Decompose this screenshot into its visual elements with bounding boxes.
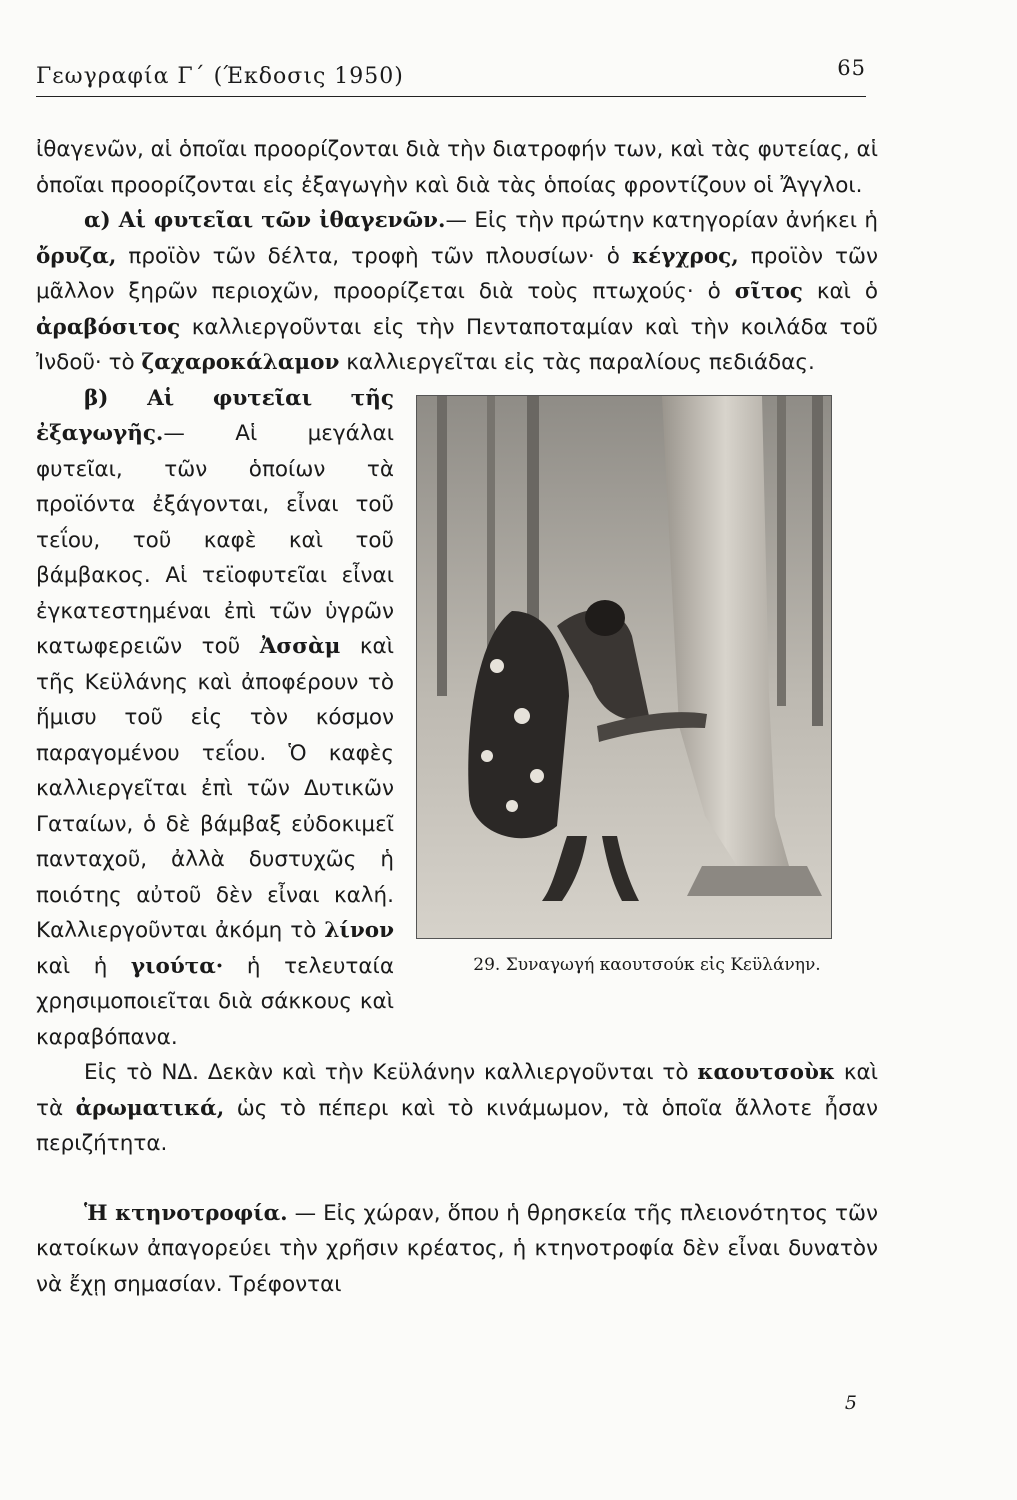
term-flax: λίνον — [324, 918, 394, 943]
paragraph-3: β) Αἱ φυτεῖαι τῆς ἐξαγωγῆς.— Αἱ μεγάλαι φυτεῖαι, τῶν ὁποίων τὰ προϊόντα ἐξάγονται, εἶναι τοῦ τεΐου, τοῦ καφὲ καὶ τοῦ βάμβακος. Αἱ τεϊοφυτεῖαι εἶναι ἐγκατεστημέναι ἐπὶ τῶν ὑγρῶν κατωφερειῶν τοῦ Ἀσσὰμ καὶ τῆς Κεϋλάνης καὶ ἀποφέρουν τὸ ἥμισυ τοῦ εἰς τὸν κόσμον παραγομένου τεΐου. Ὁ καφὲς καλλιεργεῖται ἐπὶ τῶν Δυτικῶν Γαταίων, ὁ δὲ βάμβαξ εὐδοκιμεῖ πανταχοῦ, ἀλλὰ δυστυχῶς ἡ ποιότης αὐτοῦ δὲν εἶναι καλή. Καλλιεργοῦνται ἀκόμη τὸ λίνον καὶ ἡ γιούτα· ἡ τελευταία χρησιμοποιεῖται διὰ σάκκους καὶ καραβόπανα. — [36, 385, 394, 1050]
running-head — [36, 56, 866, 97]
section-heading-native-crops: α) Αἱ φυτεῖαι τῶν ἰθαγενῶν. — [84, 208, 446, 233]
term-millet: κέγχρος, — [632, 243, 739, 269]
paragraph-4: Εἰς τὸ ΝΔ. Δεκὰν καὶ τὴν Κεϋλάνην καλλιεργοῦνται τὸ καουτσοὺκ καὶ τὰ ἀρωματικά, ὡς τὸ πέπερι καὶ τὸ κινάμωμον, τὰ ὁποῖα ἄλλοτε ἦσαν περιζήτητα. — [36, 1060, 879, 1156]
term-rice: ὄρυζα, — [36, 243, 117, 269]
body-text — [36, 132, 878, 1302]
running-head-title: Γεωγραφία Γ΄ (Έκδοσις 1950) — [36, 64, 404, 89]
photo-illustration — [417, 396, 831, 938]
paragraph-gap — [36, 1162, 878, 1196]
section-heading-export-crops: β) Αἱ φυτεῖαι τῆς ἐξαγωγῆς. — [36, 385, 394, 446]
signature-mark: 5 — [844, 1392, 857, 1414]
page-number: 65 — [837, 56, 866, 80]
term-wheat: σῖτος — [734, 279, 803, 304]
term-maize: ἀραβόσιτος — [36, 314, 181, 340]
term-sugarcane: ζαχαροκάλαμον — [141, 350, 340, 375]
paragraph-1: ἰθαγενῶν, αἱ ὁποῖαι προορίζονται διὰ τὴν διατροφήν των, καὶ τὰς φυτείας, αἱ ὁποῖαι προορίζονται εἰς ἐξαγωγὴν καὶ διὰ τὰς ὁποίας φροντίζουν οἱ Ἄγγλοι. — [36, 137, 879, 198]
paragraph-5: Ἡ κτηνοτροφία. — Εἰς χώραν, ὅπου ἡ θρησκεία τῆς πλειονότητος τῶν κατοίκων ἀπαγορεύει τὴν χρῆσιν κρέατος, ἡ κτηνοτροφία δὲν εἶναι δυνατὸν νὰ ἔχῃ σημασίαν. Τρέφονται — [36, 1200, 878, 1297]
figure-29 — [416, 395, 878, 1020]
figure-caption: 29. Συναγωγή καουτσούκ εἰς Κεϋλάνην. — [473, 954, 821, 975]
paragraph-2: α) Αἱ φυτεῖαι τῶν ἰθαγενῶν.— Εἰς τὴν πρώτην κατηγορίαν ἀνήκει ἡ ὄρυζα, προϊὸν τῶν δέλτα, τροφὴ τῶν πλουσίων· ὁ κέγχρος, προϊὸν τῶν μᾶλλον ξηρῶν περιοχῶν, προορίζεται διὰ τοὺς πτωχούς· ὁ σῖτος καὶ ὁ ἀραβόσιτος καλλιεργοῦνται εἰς τὴν Πενταποταμίαν καὶ τὴν κοιλάδα τοῦ Ἰνδοῦ· τὸ ζαχαροκάλαμον καλλιεργεῖται εἰς τὰς παραλίους πεδιάδας. — [36, 208, 879, 375]
term-assam: Ἀσσὰμ — [259, 634, 341, 659]
term-spices: ἀρωματικά, — [75, 1095, 225, 1121]
term-jute: γιούτα· — [130, 953, 224, 979]
section-heading-livestock: Ἡ κτηνοτροφία. — [84, 1200, 288, 1226]
rubber-tapping-photo — [416, 395, 832, 939]
term-rubber: καουτσοὺκ — [697, 1060, 835, 1085]
